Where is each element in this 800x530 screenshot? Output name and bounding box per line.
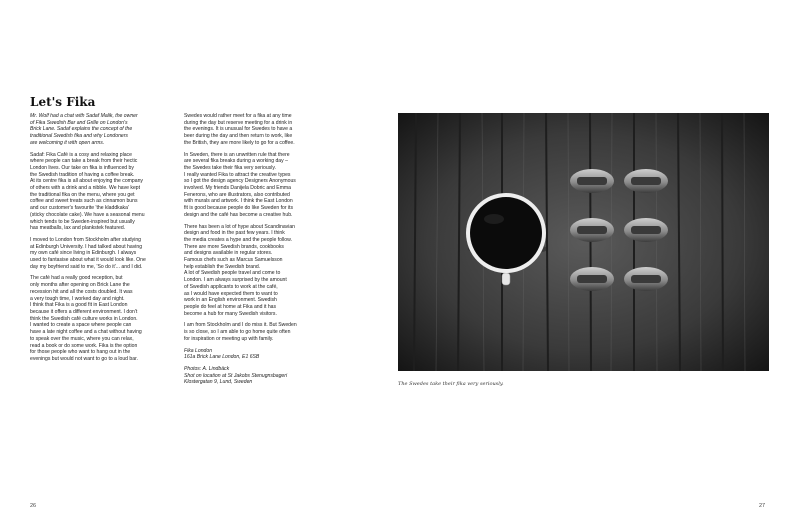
paragraph: In Sweden, there is an unwritten rule that there are several fika breaks during a working day – the Swedes take their fika very seriously. xyxy=(184,151,290,171)
article-lede: Mr. Wolf had a chat with Sadaf Malik, the owner of Fika Swedish Bar and Grille on London's Brick Lane. Sadaf explains the concept of the traditional Swedish fika and why Londoners are welcoming it with open arms. xyxy=(30,113,138,146)
paragraph: The café had a really good reception, but only months after opening on Brick Lane the recession hit and all the costs doubled. It was a very tough time, I worked day and night. xyxy=(30,275,133,302)
text-column-middle xyxy=(184,113,322,391)
venue-address: Fika London 161a Brick Lane London, E1 6SB xyxy=(184,347,260,361)
paragraph: Swedes would rather meet for a fika at any time during the day but reserve meeting for a drink in the evenings. It is unusual for Swedes to have a beer during the day and then return to work, like the British, they are more likely to go for a coffee. xyxy=(184,113,295,146)
text-column-left xyxy=(30,113,172,368)
page-number-right: 27 xyxy=(759,503,766,509)
photo-caption: The Swedes take their fika very seriously. xyxy=(398,381,504,387)
paragraph: At its centre fika is all about enjoying the company of others with a drink and a nibble. We have kept the traditional fika on the menu, where you get coffee and sweet treats such as cinnamon buns and our customer's favourite 'the kladdkaka' (sticky chocolate cake). We have a seasonal menu which tends to be Sweden-inspired but usually has meatballs, lax and plankstek featured. xyxy=(30,178,145,232)
paragraph: I am from Stockholm and I do miss it. But Sweden is so close, so I am able to go home quite often for inspiration or meeting up with family. xyxy=(184,322,297,342)
paragraph: Sadaf: Fika Café is a cosy and relaxing place where people can take a break from their hectic London lives. Our take on fika is influenced by the Swedish tradition of having a coffee break. xyxy=(30,151,138,178)
paragraph: I think that Fika is a good fit in East London because it offers a different environment. I don't think the Swedish café culture works in London. I wanted to create a space where people can have a late night coffee and a chat without having to speak over the music, where you can relax, read a book or do some work. Fika is the option for those people who want to hang out in the evenings but would not want to go to a loud bar. xyxy=(30,302,142,362)
paragraph: I really wanted Fika to attract the creative types so I got the design agency Designers Anonymous involved. My friends Danijela Dobric and Emma Fenerons, who are illustrators, also contributed with murals and artwork. I think the East London fit is good because people do like Sweden for its design and the café has become a creative hub. xyxy=(184,171,296,218)
paragraph: A lot of Swedish people travel and come to London. I am always surprised by the amount of Swedish applicants to work at the café, as I would have expected them to want to work in an English environment. Swedish people do feel at home at Fika and it has become a hub for many Swedish visitors. xyxy=(184,270,287,317)
article-title: Let's Fika xyxy=(30,95,96,109)
paragraph: I moved to London from Stockholm after studying at Edinburgh University. I had talked about having my own café since living in Edinburgh. I always used to fantasise about what it would look like. One day my boyfriend said to me, 'So do it'... and I did. xyxy=(30,236,146,270)
fika-photo xyxy=(398,113,769,371)
photo-credits: Photos: A. Lindbäck Shot on location at St Jakobs Stenugnsbageri Klostergatan 9, Lund, Sweden xyxy=(184,365,288,386)
page-number-left: 26 xyxy=(30,503,37,509)
paragraph: There has been a lot of hype about Scandinavian design and food in the past few years. I think the media creates a hype and the people follow. There are more Swedish brands, cookbooks and designs available in regular stores. Famous chefs such as Marcus Samuelsson help establish the Swedish brand. xyxy=(184,223,296,270)
